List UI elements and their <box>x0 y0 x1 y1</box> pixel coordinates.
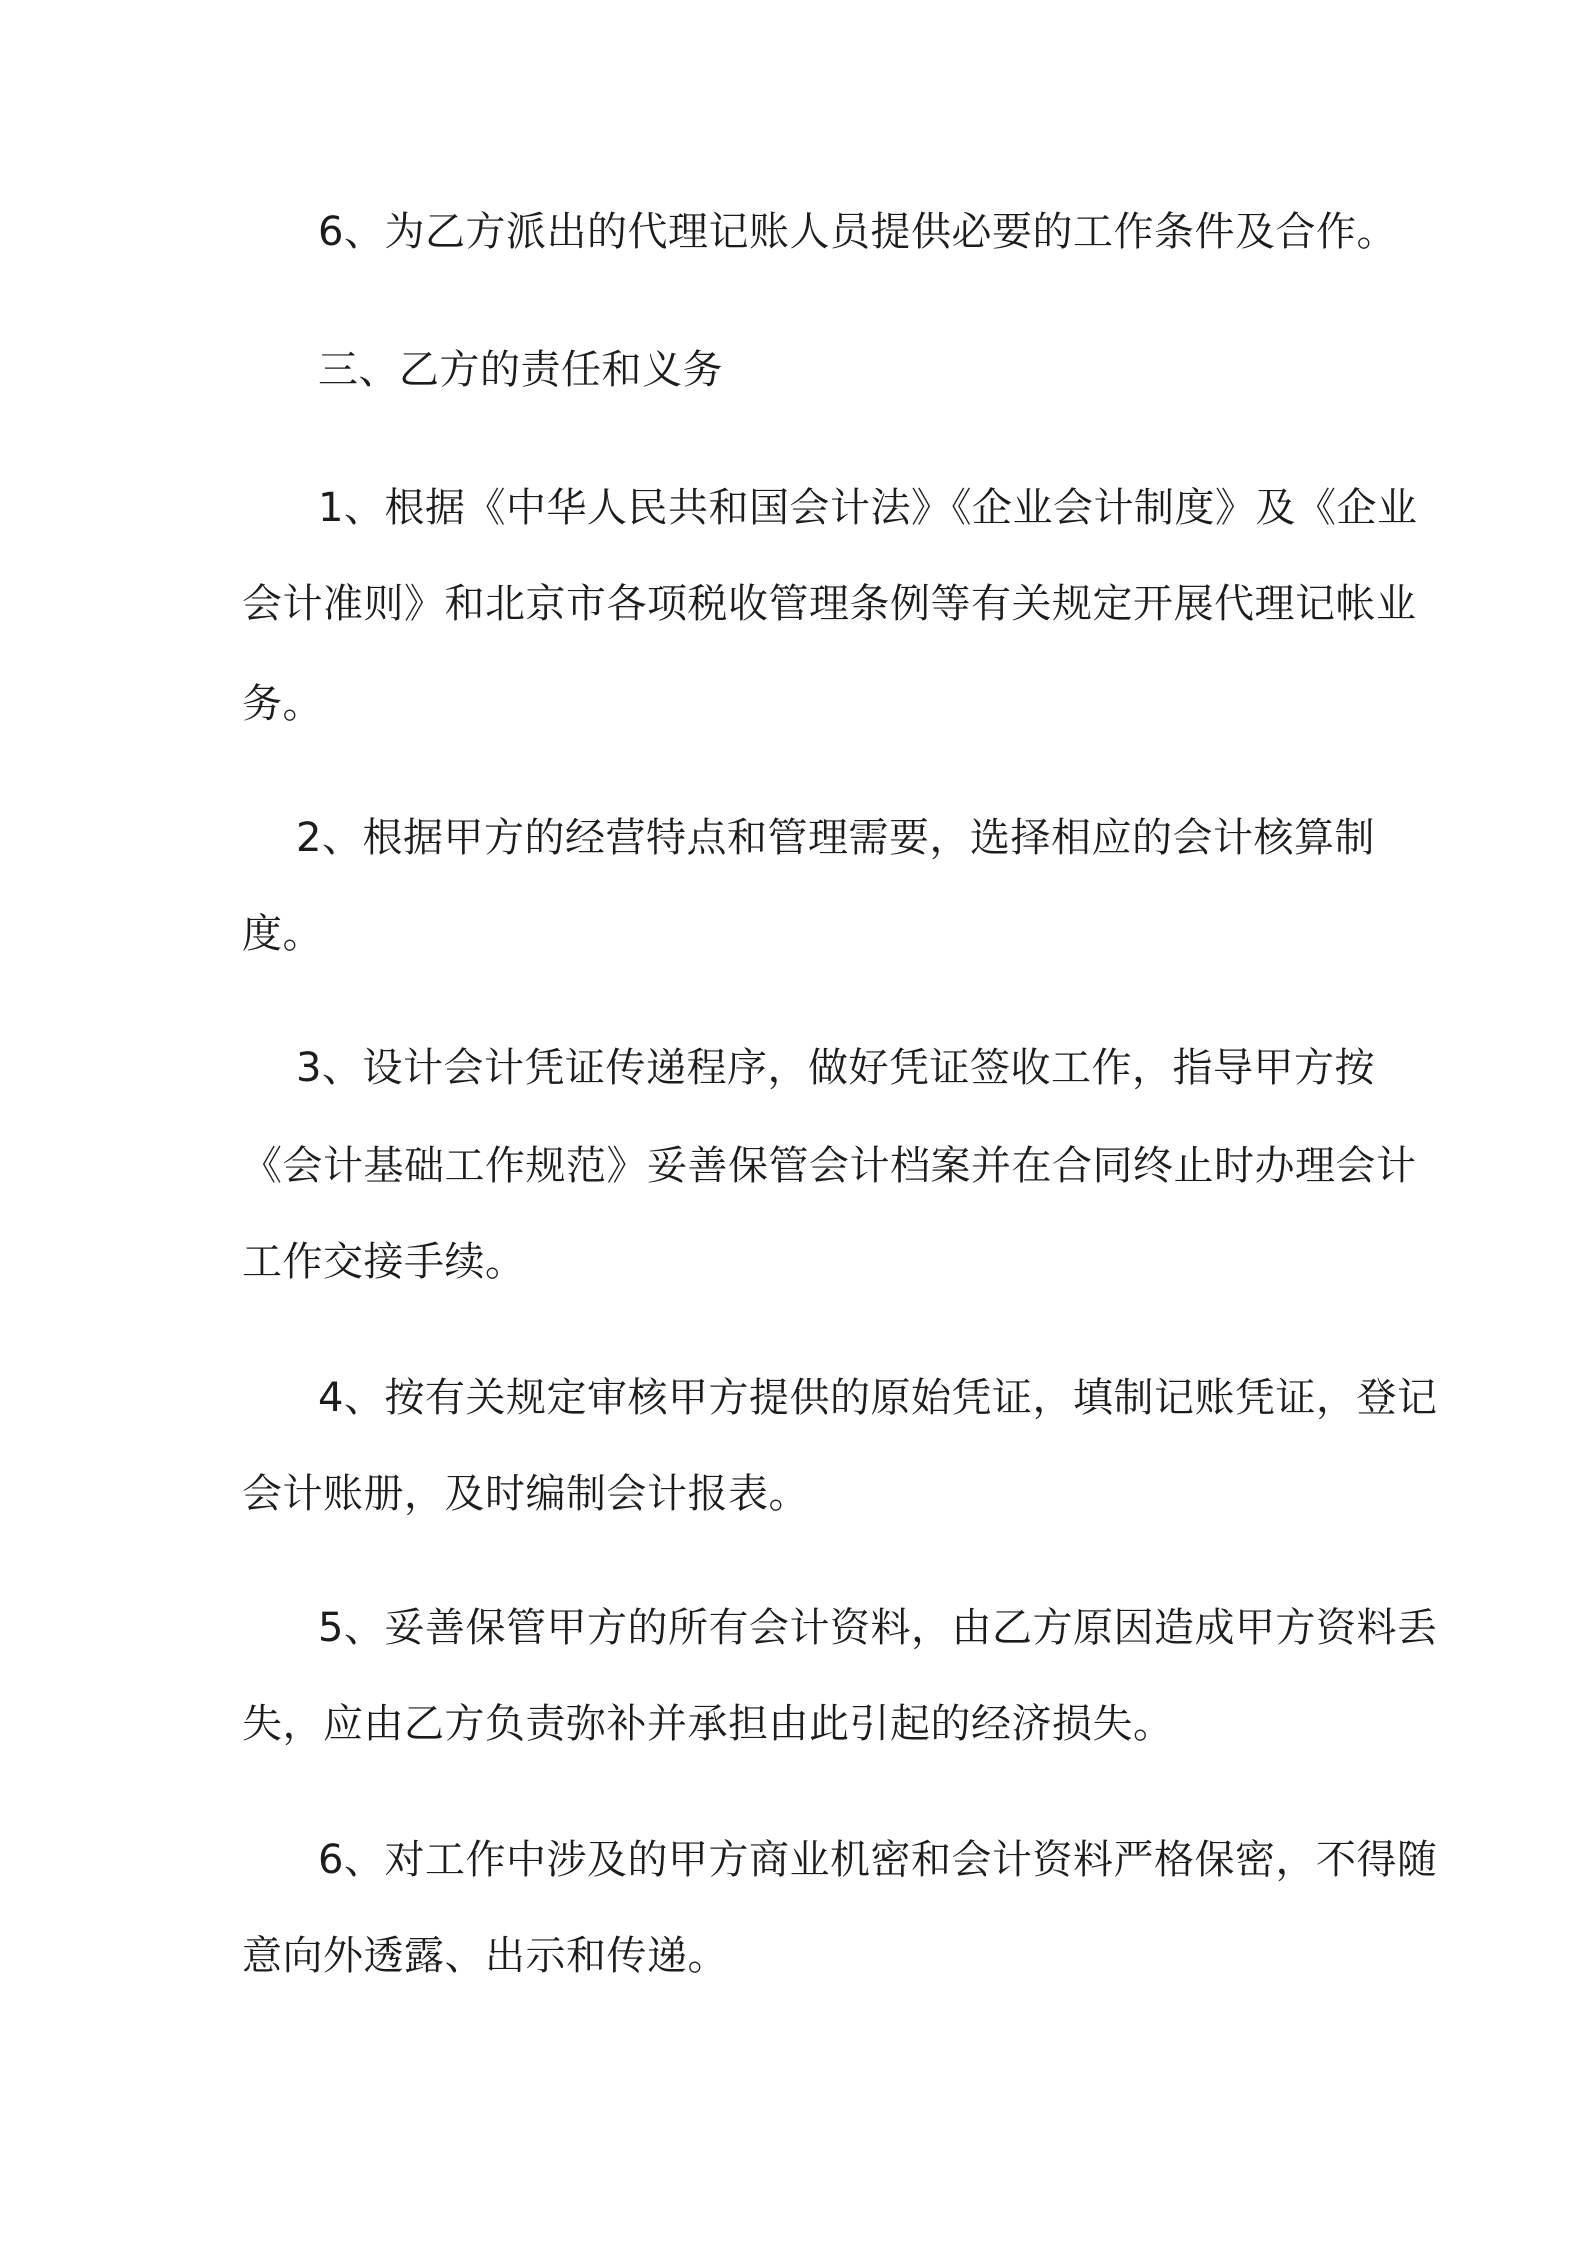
party-b-item-4-line-1: 4、按有关规定审核甲方提供的原始凭证，填制记账凭证，登记 <box>318 1375 1438 1421</box>
party-b-item-3-line-3: 工作交接手续。 <box>242 1239 526 1285</box>
party-b-item-5-line-2: 失，应由乙方负责弥补并承担由此引起的经济损失。 <box>242 1701 1174 1747</box>
party-b-item-3-line-2: 《会计基础工作规范》妥善保管会计档案并在合同终止时办理会计 <box>242 1143 1417 1189</box>
party-b-item-6-line-2: 意向外透露、出示和传递。 <box>242 1933 728 1979</box>
party-b-item-4-line-2: 会计账册，及时编制会计报表。 <box>242 1471 809 1517</box>
party-a-item-6: 6、为乙方派出的代理记账人员提供必要的工作条件及合作。 <box>318 209 1397 255</box>
party-b-item-2-line-1: 2、根据甲方的经营特点和管理需要，选择相应的会计核算制 <box>296 815 1375 861</box>
party-b-item-6-line-1: 6、对工作中涉及的甲方商业机密和会计资料严格保密，不得随 <box>318 1837 1438 1883</box>
party-b-item-1-line-3: 务。 <box>242 681 323 727</box>
party-b-item-3-line-1: 3、设计会计凭证传递程序，做好凭证签收工作，指导甲方按 <box>296 1045 1375 1091</box>
section-heading-party-b: 三、乙方的责任和义务 <box>318 347 723 393</box>
party-b-item-5-line-1: 5、妥善保管甲方的所有会计资料，由乙方原因造成甲方资料丢 <box>318 1605 1438 1651</box>
party-b-item-1-line-1: 1、根据《中华人民共和国会计法》《企业会计制度》及《企业 <box>318 485 1418 531</box>
party-b-item-2-line-2: 度。 <box>242 911 323 957</box>
party-b-item-1-line-2: 会计准则》和北京市各项税收管理条例等有关规定开展代理记帐业 <box>242 581 1417 627</box>
